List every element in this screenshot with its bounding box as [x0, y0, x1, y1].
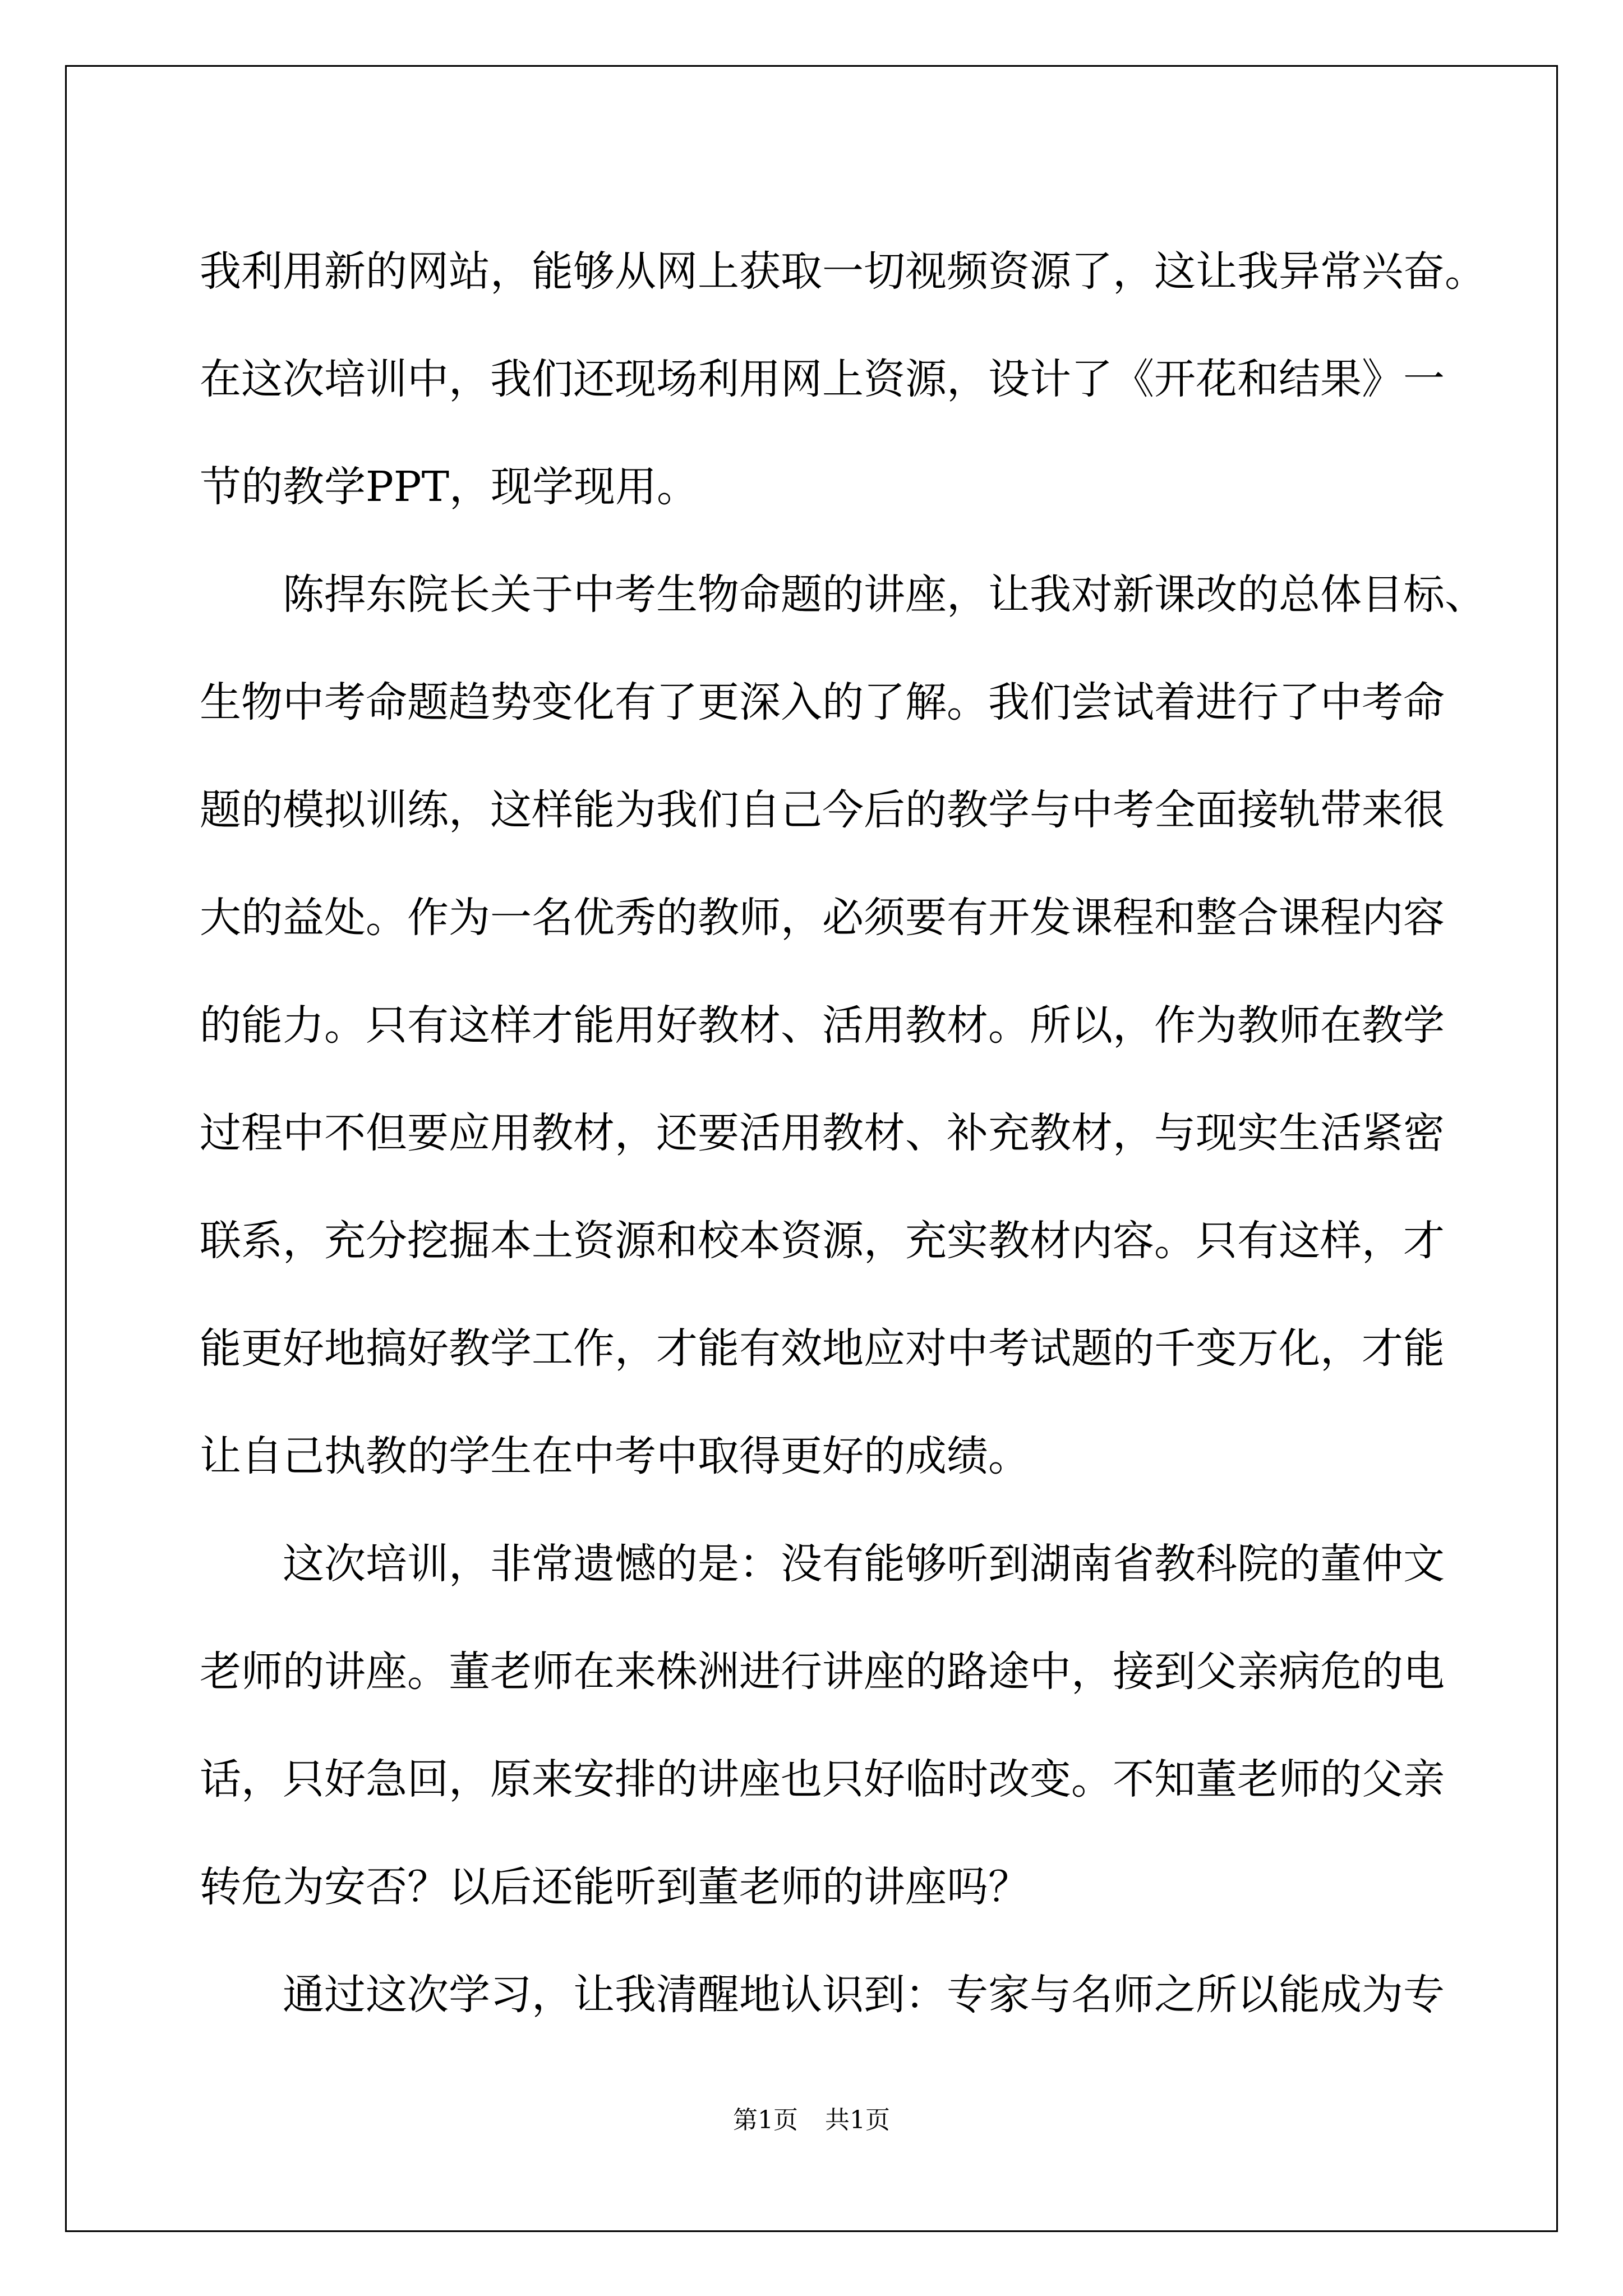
text-line: 在这次培训中，我们还现场利用网上资源，设计了《开花和结果》一	[200, 355, 1445, 403]
text-line: 能更好地搞好教学工作，才能有效地应对中考试题的千变万化，才能	[200, 1324, 1445, 1373]
text-line: 转危为安否？以后还能听到董老师的讲座吗？	[200, 1863, 1030, 1911]
text-line: 过程中不但要应用教材，还要活用教材、补充教材，与现实生活紧密	[200, 1109, 1445, 1157]
document-body	[200, 218, 1486, 2049]
text-line: 话，只好急回，原来安排的讲座也只好临时改变。不知董老师的父亲	[200, 1755, 1445, 1803]
text-line: 让自己执教的学生在中考中取得更好的成绩。	[200, 1432, 1030, 1480]
paragraph-first-line: 通过这次学习，让我清醒地认识到：专家与名师之所以能成为专	[283, 1971, 1445, 2019]
paragraph-first-line: 陈捍东院长关于中考生物命题的讲座，让我对新课改的总体目标、	[283, 570, 1486, 619]
text-line: 联系，充分挖掘本土资源和校本资源，充实教材内容。只有这样，才	[200, 1217, 1445, 1265]
text-line: 生物中考命题趋势变化有了更深入的了解。我们尝试着进行了中考命	[200, 678, 1445, 726]
page-footer	[0, 2105, 1623, 2136]
text-line: 的能力。只有这样才能用好教材、活用教材。所以，作为教师在教学	[200, 1001, 1445, 1050]
text-line: 题的模拟训练，这样能为我们自己今后的教学与中考全面接轨带来很	[200, 786, 1445, 834]
text-line: 节的教学PPT，现学现用。	[200, 463, 698, 511]
text-line: 我利用新的网站，能够从网上获取一切视频资源了，这让我异常兴奋。	[200, 247, 1486, 296]
text-line: 大的益处。作为一名优秀的教师，必须要有开发课程和整合课程内容	[200, 894, 1445, 942]
page-number-current: 第1页	[733, 2106, 798, 2134]
paragraph-first-line: 这次培训，非常遗憾的是：没有能够听到湖南省教科院的董仲文	[283, 1540, 1445, 1588]
page-number-total: 共1页	[825, 2106, 890, 2134]
text-line: 老师的讲座。董老师在来株洲进行讲座的路途中，接到父亲病危的电	[200, 1648, 1445, 1696]
